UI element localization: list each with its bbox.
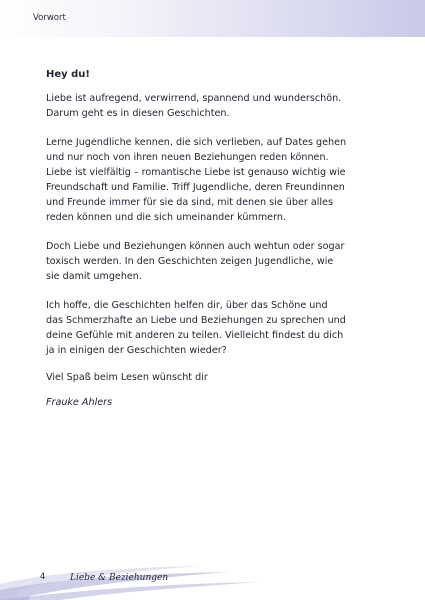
letter-greeting: Hey du! [46,69,90,80]
footer-swoosh-decoration [0,560,425,600]
letter-paragraph-1: Liebe ist aufregend, verwirrend, spannend und wunderschön. Darum geht es in diesen Geschichten. [46,93,342,119]
letter-body [46,69,386,408]
section-label: Vorwort [33,13,66,23]
letter-signature: Frauke Ahlers [46,397,113,408]
letter-paragraph-3: Doch Liebe und Beziehungen können auch wehtun oder sogar toxisch werden. In den Geschichten zeigen Jugendliche, wie sie damit umgehen. [46,241,345,282]
page-number: 4 [40,572,46,582]
footer-book-title: Liebe & Beziehungen [70,573,169,583]
page-footer [0,560,425,600]
letter-paragraph-2: Lerne Jugendliche kennen, die sich verlieben, auf Dates gehen und nur noch von ihren neuen Beziehungen reden können. Liebe ist vielfältig – romantische Liebe ist genauso wichtig wie Freundschaft und Familie. Triff Jugendliche, deren Freundinnen und Freunde immer für sie da sind, mit denen sie über alles reden können und die sich umeinander kümmern. [46,137,347,223]
letter-closing: Viel Spaß beim Lesen wünscht dir [46,372,208,383]
letter-paragraph-4: Ich hoffe, die Geschichten helfen dir, über das Schöne und das Schmerzhafte an Liebe und Beziehungen zu sprechen und deine Gefühle mit anderen zu teilen. Vielleicht findest du dich ja in einigen der Geschichten wieder? [46,300,346,356]
